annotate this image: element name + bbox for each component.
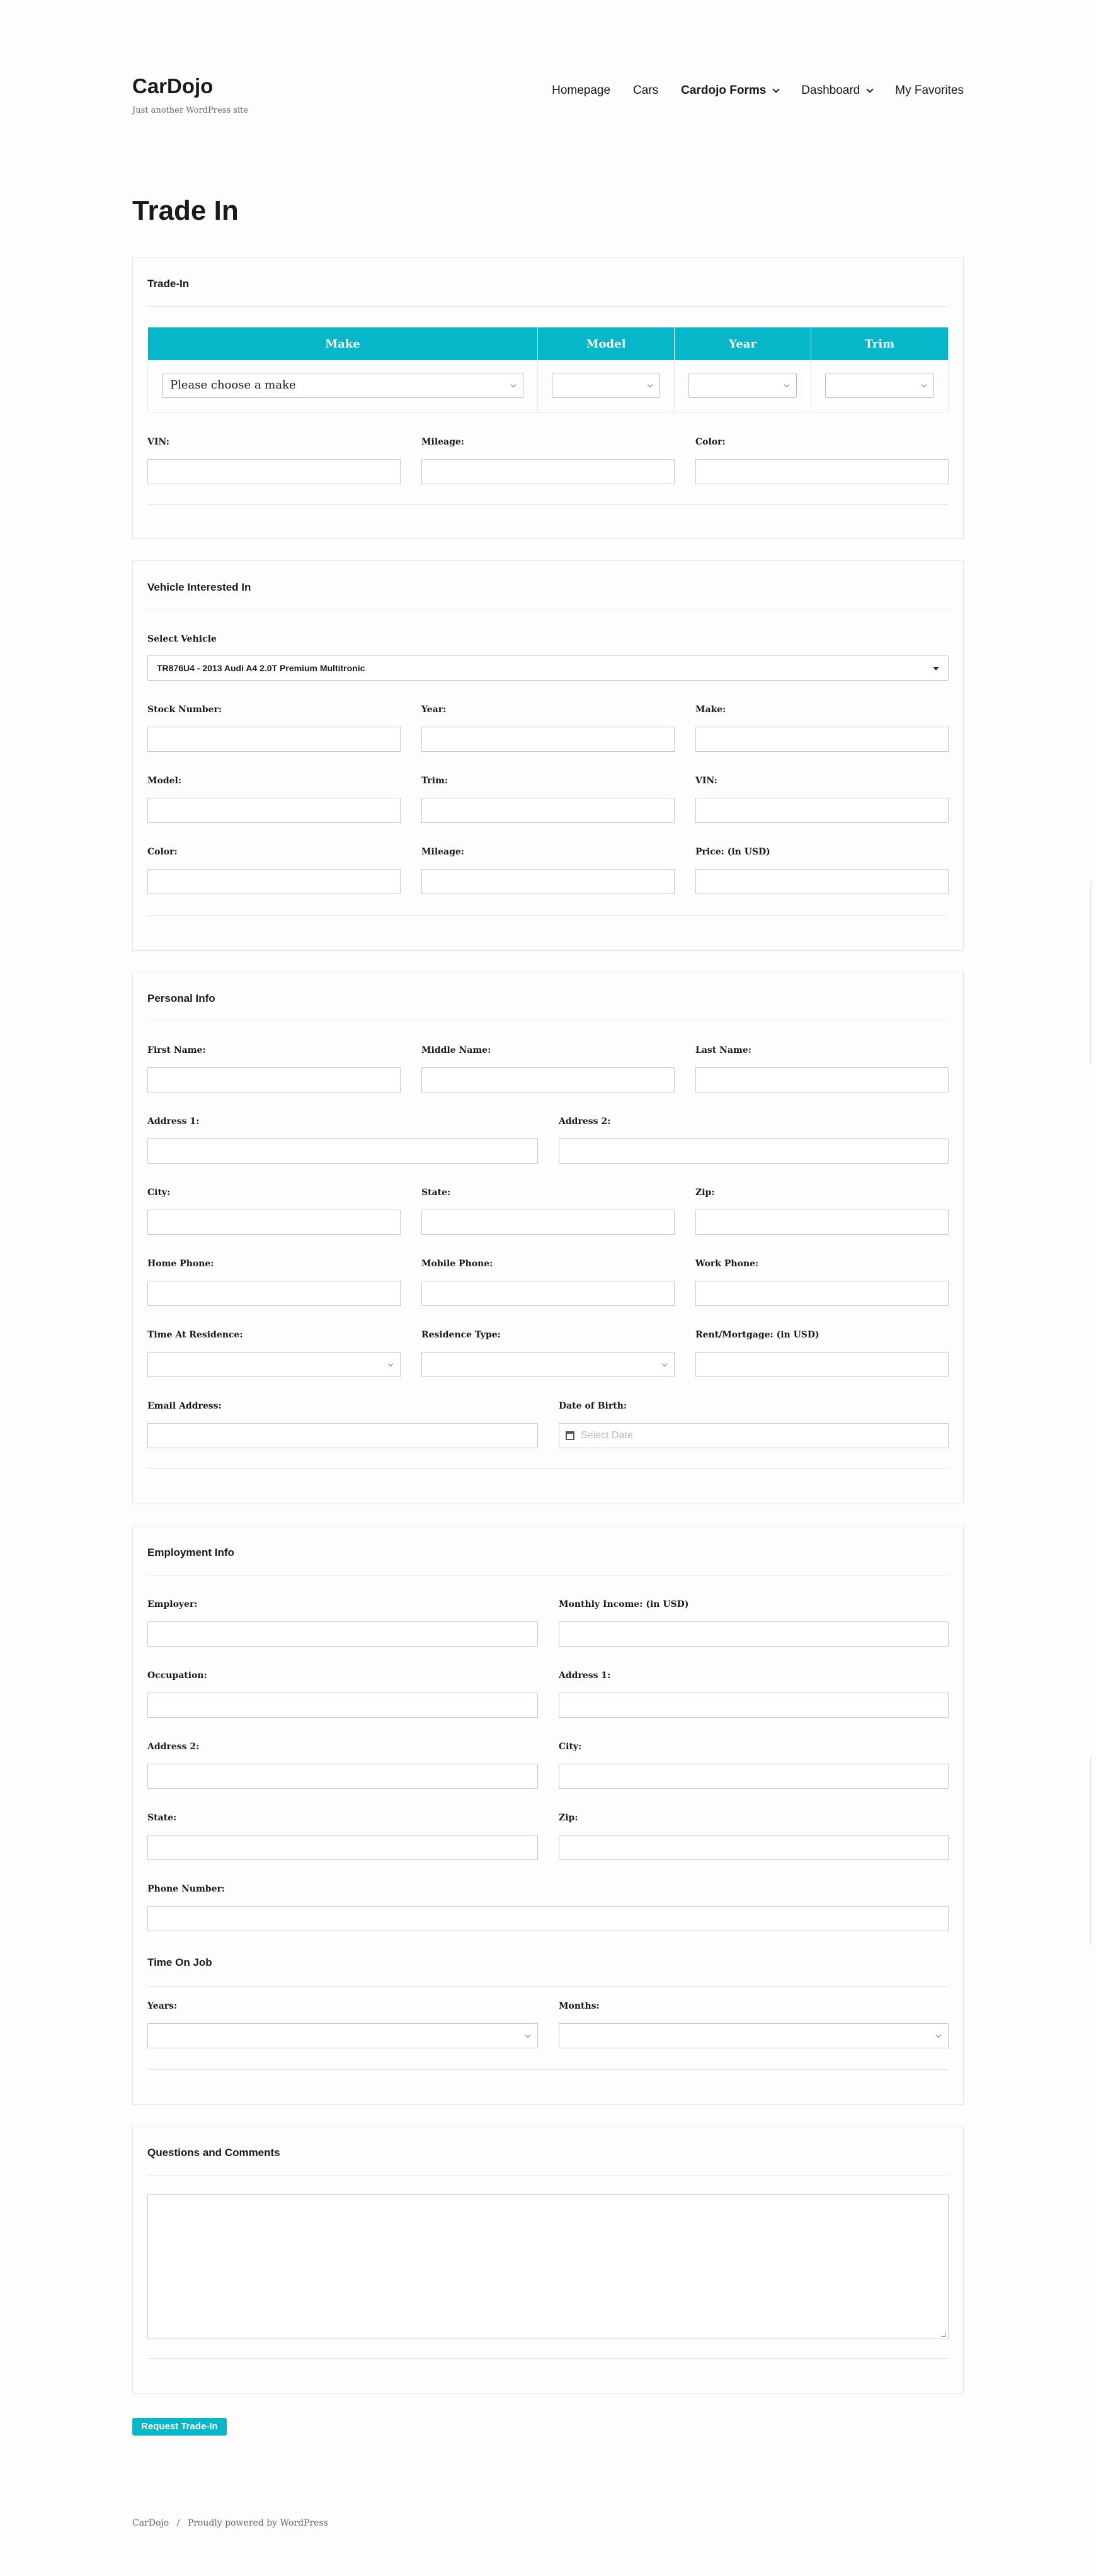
price-input[interactable]: [695, 869, 949, 894]
site-header: [132, 74, 964, 125]
nav-my-favorites[interactable]: [895, 84, 964, 98]
chevron-down-icon: [867, 86, 874, 93]
section-title: Vehicle Interested In: [147, 581, 251, 593]
section-title: Questions and Comments: [147, 2147, 280, 2159]
site-tagline: Just another WordPress site: [132, 106, 248, 115]
nav-cardojo-forms[interactable]: [681, 84, 779, 98]
edge-scroll-indicator: [1090, 1757, 1096, 1946]
price-label: Price: (in USD): [695, 847, 770, 857]
chevron-down-icon: [936, 2033, 941, 2038]
nav-homepage[interactable]: [552, 84, 610, 98]
year-select[interactable]: [688, 373, 797, 398]
model-select[interactable]: [552, 373, 660, 398]
vin-label: VIN:: [147, 437, 169, 447]
vehicle-picker-table: [147, 327, 949, 412]
residence-type-label: Residence Type:: [421, 1330, 501, 1340]
chevron-down-icon: [388, 1361, 393, 1366]
main-nav: [529, 84, 964, 98]
comments-textarea[interactable]: [147, 2194, 949, 2339]
trim-select[interactable]: [825, 373, 934, 398]
divider: [147, 2175, 949, 2176]
dob-placeholder: Select Date: [581, 1430, 633, 1441]
occupation-input[interactable]: [147, 1693, 538, 1718]
email-input[interactable]: [147, 1423, 538, 1448]
section-title: Employment Info: [147, 1546, 234, 1558]
employer-zip-input[interactable]: [559, 1835, 949, 1860]
vehicle-select[interactable]: [147, 655, 949, 681]
years-label: Years:: [147, 2001, 178, 2011]
state-input[interactable]: [421, 1210, 675, 1235]
city-input[interactable]: [147, 1210, 401, 1235]
trim-input[interactable]: [421, 798, 675, 823]
column-header-year: Year: [675, 327, 811, 360]
column-header-model: Model: [538, 327, 675, 360]
monthly-income-input[interactable]: [559, 1621, 949, 1647]
footer-site-link[interactable]: CarDojo: [132, 2518, 169, 2528]
employer-state-label: State:: [147, 1813, 177, 1823]
city-label: City:: [147, 1188, 171, 1198]
section-title: Personal Info: [147, 992, 215, 1004]
phone-number-label: Phone Number:: [147, 1884, 225, 1894]
divider: [147, 306, 949, 307]
first-name-label: First Name:: [147, 1045, 206, 1055]
color-input[interactable]: [147, 869, 401, 894]
time-at-residence-label: Time At Residence:: [147, 1330, 243, 1340]
chevron-down-icon: [773, 86, 780, 93]
personal-info-section: [132, 972, 964, 1504]
chevron-down-icon: [922, 382, 927, 387]
trade-vin-input[interactable]: [147, 459, 401, 484]
employer-address1-label: Address 1:: [559, 1671, 611, 1681]
stock-number-input[interactable]: [147, 727, 401, 752]
state-label: State:: [421, 1188, 451, 1198]
table-cell: [811, 360, 948, 412]
trade-mileage-input[interactable]: [421, 459, 675, 484]
request-trade-in-button[interactable]: Request Trade-In: [132, 2418, 227, 2436]
color-label: Color:: [695, 437, 726, 447]
years-select[interactable]: [147, 2023, 538, 2048]
vin-input[interactable]: [695, 798, 949, 823]
chevron-down-icon: [784, 382, 789, 387]
zip-input[interactable]: [695, 1210, 949, 1235]
vehicle-interested-section: [132, 560, 964, 951]
address1-input[interactable]: [147, 1138, 538, 1164]
nav-dashboard[interactable]: [801, 84, 872, 98]
employer-state-input[interactable]: [147, 1835, 538, 1860]
year-input[interactable]: [421, 727, 675, 752]
make-label: Make:: [695, 705, 726, 715]
employer-city-label: City:: [559, 1742, 582, 1752]
employer-address2-label: Address 2:: [147, 1742, 200, 1752]
table-header: [148, 327, 948, 360]
divider: [147, 1986, 949, 1987]
divider: [147, 915, 949, 916]
column-header-trim: Trim: [864, 337, 895, 351]
chevron-down-icon: [525, 2033, 530, 2038]
divider: [147, 1468, 949, 1469]
edge-scroll-indicator: [1090, 882, 1096, 1064]
mileage-label: Mileage:: [421, 847, 464, 857]
first-name-input[interactable]: [147, 1067, 401, 1092]
months-select[interactable]: [559, 2023, 949, 2048]
work-phone-label: Work Phone:: [695, 1259, 759, 1269]
middle-name-label: Middle Name:: [421, 1045, 491, 1055]
time-at-residence-select[interactable]: [147, 1352, 401, 1377]
footer-separator: /: [176, 2518, 180, 2528]
time-on-job-title: Time On Job: [147, 1956, 212, 1968]
rent-mortgage-input[interactable]: [695, 1352, 949, 1377]
months-label: Months:: [559, 2001, 600, 2011]
mileage-label: Mileage:: [421, 437, 464, 447]
divider: [147, 2069, 949, 2070]
employer-zip-label: Zip:: [559, 1813, 578, 1823]
table-cell: [538, 360, 675, 412]
divider: [147, 504, 949, 505]
mileage-input[interactable]: [421, 869, 675, 894]
chevron-down-icon: [662, 1361, 667, 1366]
resize-handle-icon[interactable]: [941, 2332, 946, 2337]
zip-label: Zip:: [695, 1188, 715, 1198]
vehicle-select-value: TR876U4 - 2013 Audi A4 2.0T Premium Multitronic: [157, 663, 365, 673]
work-phone-input[interactable]: [695, 1281, 949, 1306]
nav-label: My Favorites: [895, 84, 964, 97]
comments-section: [132, 2126, 964, 2394]
employer-city-input[interactable]: [559, 1764, 949, 1789]
employer-input[interactable]: [147, 1621, 538, 1647]
calendar-icon: [566, 1431, 574, 1440]
caret-down-icon: [933, 667, 939, 671]
home-phone-label: Home Phone:: [147, 1259, 214, 1269]
trade-color-input[interactable]: [695, 459, 949, 484]
stock-number-label: Stock Number:: [147, 705, 222, 715]
employer-address2-input[interactable]: [147, 1764, 538, 1789]
trim-label: Trim:: [421, 776, 448, 786]
nav-label: Dashboard: [801, 84, 860, 97]
chevron-down-icon: [648, 382, 653, 387]
site-title[interactable]: CarDojo: [132, 74, 214, 98]
divider: [147, 2358, 949, 2359]
phone-number-input[interactable]: [147, 1906, 949, 1931]
address1-label: Address 1:: [147, 1116, 200, 1126]
vin-label: VIN:: [695, 776, 717, 786]
site-footer: [132, 2518, 328, 2528]
nav-label: Homepage: [552, 84, 611, 97]
address2-label: Address 2:: [559, 1116, 611, 1126]
make-input[interactable]: [695, 727, 949, 752]
last-name-label: Last Name:: [695, 1045, 751, 1055]
monthly-income-label: Monthly Income: (in USD): [559, 1599, 689, 1609]
model-input[interactable]: [147, 798, 401, 823]
color-label: Color:: [147, 847, 178, 857]
select-vehicle-label: Select Vehicle: [147, 634, 217, 644]
table-row: [148, 360, 948, 412]
employment-info-section: [132, 1526, 964, 2105]
mobile-phone-label: Mobile Phone:: [421, 1259, 493, 1269]
mobile-phone-input[interactable]: [421, 1281, 675, 1306]
employer-address1-input[interactable]: [559, 1693, 949, 1718]
column-header-make: Make: [148, 327, 538, 360]
employer-label: Employer:: [147, 1599, 198, 1609]
dob-label: Date of Birth:: [559, 1401, 627, 1411]
nav-cars[interactable]: [633, 84, 658, 98]
email-label: Email Address:: [147, 1401, 222, 1411]
nav-label: Cars: [633, 84, 659, 97]
home-phone-input[interactable]: [147, 1281, 401, 1306]
middle-name-input[interactable]: [421, 1067, 675, 1092]
nav-label: Cardojo Forms: [681, 84, 767, 97]
page-title: Trade In: [132, 195, 239, 226]
table-cell: [675, 360, 811, 412]
last-name-input[interactable]: [695, 1067, 949, 1092]
table-cell: [148, 360, 538, 412]
chevron-down-icon: [511, 382, 516, 387]
residence-type-select[interactable]: [421, 1352, 675, 1377]
rent-mortgage-label: Rent/Mortgage: (in USD): [695, 1330, 819, 1340]
make-select[interactable]: [162, 373, 523, 398]
dob-input[interactable]: [559, 1423, 949, 1448]
trade-in-section: [132, 257, 964, 539]
make-select-value: Please choose a make: [170, 378, 296, 392]
year-label: Year:: [421, 705, 447, 715]
section-title: Trade-In: [147, 278, 190, 290]
footer-powered-link[interactable]: Proudly powered by WordPress: [187, 2518, 328, 2528]
model-label: Model:: [147, 776, 182, 786]
occupation-label: Occupation:: [147, 1671, 207, 1681]
address2-input[interactable]: [559, 1138, 949, 1164]
